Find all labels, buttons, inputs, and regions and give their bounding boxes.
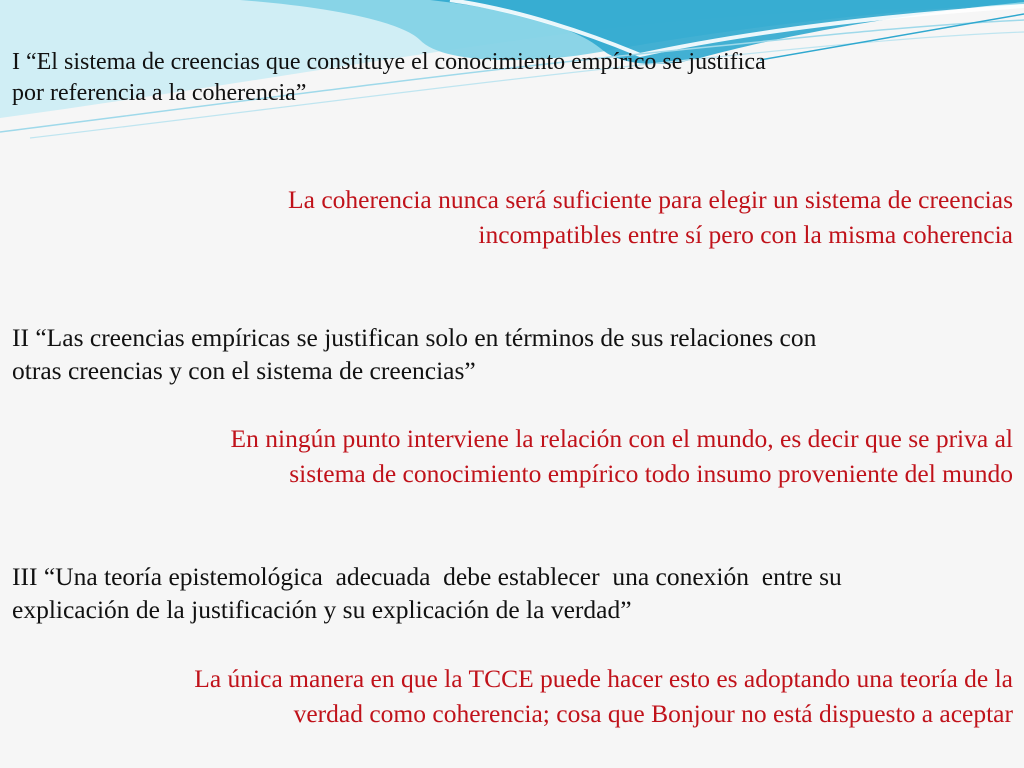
response-1-line-1: La coherencia nunca será suficiente para elegir un sistema de creencias — [288, 185, 1013, 214]
statement-3-line-2: explicación de la justificación y su explicación de la verdad” — [12, 595, 632, 624]
statement-1 — [12, 47, 766, 109]
response-2 — [231, 421, 1013, 491]
response-2-line-2: sistema de conocimiento empírico todo insumo proveniente del mundo — [289, 459, 1013, 488]
statement-1-line-1: I “El sistema de creencias que constituye el conocimiento empírico se justifica — [12, 49, 766, 75]
response-3-line-2: verdad como coherencia; cosa que Bonjour no está dispuesto a aceptar — [293, 699, 1013, 728]
response-2-line-1: En ningún punto interviene la relación con el mundo, es decir que se priva al — [230, 424, 1013, 453]
response-3-line-1: La única manera en que la TCCE puede hacer esto es adoptando una teoría de la — [194, 664, 1013, 693]
statement-3-line-1: III “Una teoría epistemológica adecuada debe establecer una conexión entre su — [12, 562, 842, 591]
response-1-line-2: incompatibles entre sí pero con la misma coherencia — [478, 220, 1013, 249]
statement-2-line-1: II “Las creencias empíricas se justifican solo en términos de sus relaciones con — [12, 323, 817, 352]
statement-2-line-2: otras creencias y con el sistema de creencias” — [12, 356, 476, 385]
statement-1-line-2: por referencia a la coherencia” — [12, 80, 307, 106]
response-1 — [288, 182, 1013, 252]
statement-3 — [12, 560, 842, 626]
response-3 — [194, 661, 1013, 731]
statement-2 — [12, 321, 816, 387]
